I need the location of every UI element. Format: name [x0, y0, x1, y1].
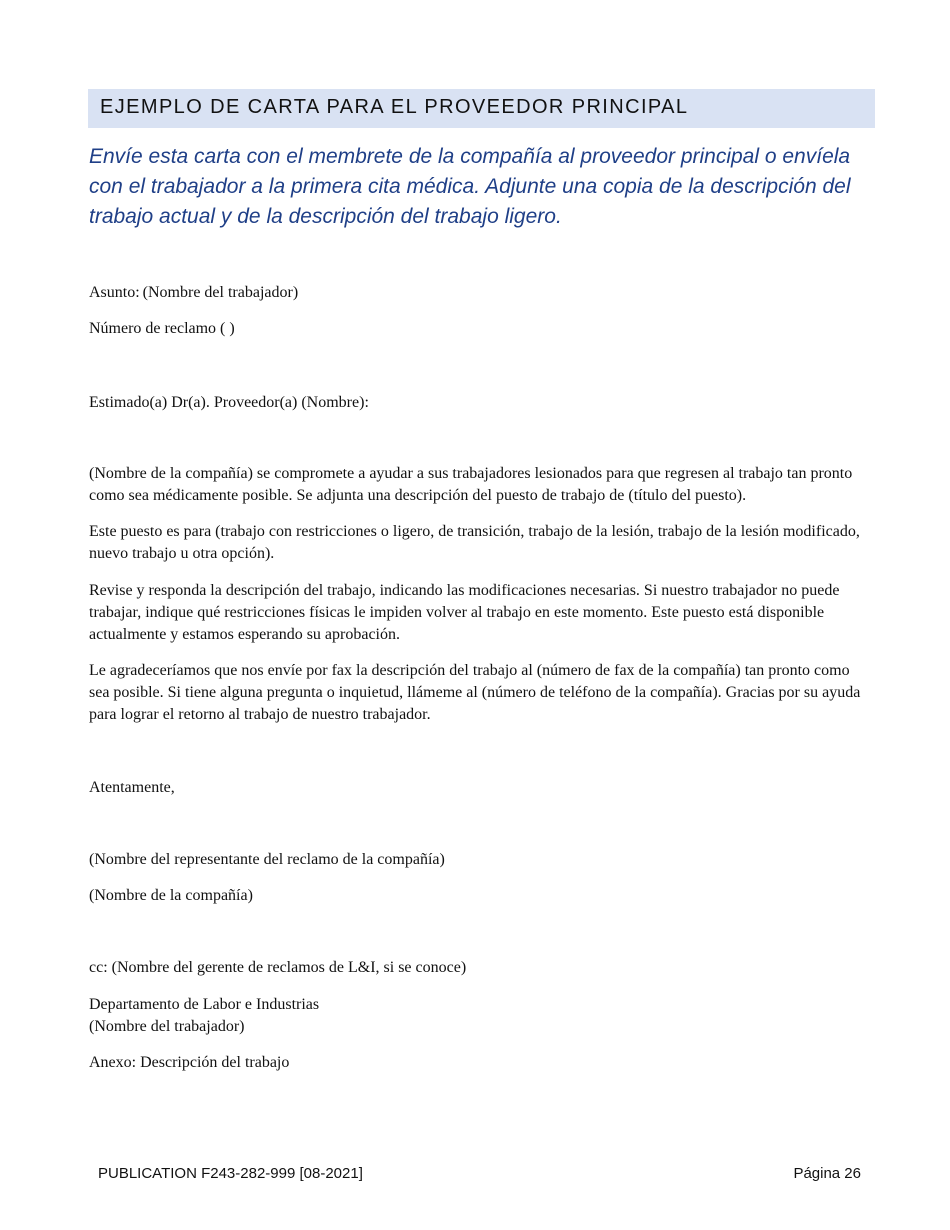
section-title: EJEMPLO DE CARTA PARA EL PROVEEDOR PRINCIPAL — [100, 96, 689, 118]
signature-representative: (Nombre del representante del reclamo de la compañía) — [89, 851, 445, 868]
salutation: Estimado(a) Dr(a). Proveedor(a) (Nombre): — [89, 394, 369, 411]
attachment-line: Anexo: Descripción del trabajo — [89, 1054, 290, 1071]
intro-instructions: Envíe esta carta con el membrete de la compañía al proveedor principal o envíela con el trabajador a la primera cita médica. Adjunte una copia de la descripción del trabajo actual y de la descripción del trabajo ligero. — [89, 145, 851, 228]
signature-company: (Nombre de la compañía) — [89, 887, 253, 904]
body-paragraph-1: (Nombre de la compañía) se compromete a ayudar a sus trabajadores lesionados para que regresen al trabajo tan pronto como sea médicamente posible. Se adjunta una descripción del puesto de trabajo de (título del puesto). — [89, 465, 853, 504]
body-paragraph-2: Este puesto es para (trabajo con restricciones o ligero, de transición, trabajo de la lesión, trabajo de la lesión modificado, nuevo trabajo u otra opción). — [89, 523, 860, 562]
cc-department: Departamento de Labor e Industrias — [89, 996, 320, 1013]
claim-number: Número de reclamo ( ) — [89, 320, 235, 337]
subject-value: (Nombre del trabajador) — [142, 284, 299, 301]
body-paragraph-4: Le agradeceríamos que nos envíe por fax la descripción del trabajo al (número de fax de la compañía) tan pronto como sea posible. Si tiene alguna pregunta o inquietud, llámeme al (número de teléfono de la compañía). Gracias por su ayuda para lograr el retorno al trabajo de nuestro trabajador. — [89, 662, 861, 723]
closing: Atentamente, — [89, 779, 175, 796]
section-header — [88, 89, 875, 128]
cc-worker: (Nombre del trabajador) — [89, 1018, 245, 1035]
cc-line: cc: (Nombre del gerente de reclamos de L&I, si se conoce) — [89, 959, 467, 976]
subject-label: Asunto: — [89, 284, 140, 301]
subject-line — [89, 282, 298, 304]
page-number: Página 26 — [793, 1165, 861, 1182]
body-paragraph-3: Revise y responda la descripción del trabajo, indicando las modificaciones necesarias. Si nuestro trabajador no puede trabajar, indique qué restricciones físicas le impiden volver al trabajo en este momento. Este puesto está disponible actualmente y estamos esperando su aprobación. — [89, 582, 840, 643]
publication-number: PUBLICATION F243-282-999 [08-2021] — [98, 1165, 363, 1182]
